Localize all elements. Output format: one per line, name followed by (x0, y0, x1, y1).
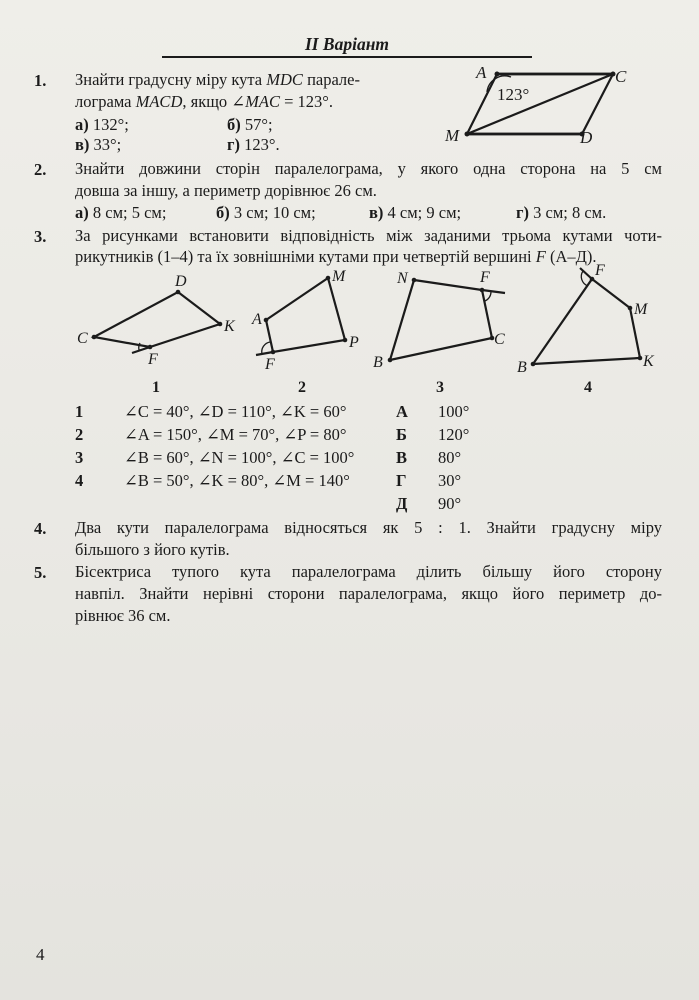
point-a (495, 72, 500, 77)
fig1-label-f: F (148, 351, 158, 368)
fig2-label-p: P (349, 334, 359, 351)
fig3-label-n: N (397, 270, 408, 287)
task2-line2: довша за іншу, а периметр дорівнює 26 см. (75, 181, 377, 200)
figure4-quadrilateral (533, 279, 640, 364)
row1-angles: ∠C = 40°, ∠D = 110°, ∠K = 60° (124, 402, 347, 421)
task1-parallelogram-figure (440, 62, 640, 146)
fig2-label-a: A (252, 311, 262, 328)
task1-line1: Знайти градусну міру кута MDC парале- (75, 70, 360, 89)
fig3-label-c: C (494, 331, 505, 348)
fig1-caption: 1 (152, 379, 160, 396)
fig3-caption: 3 (436, 379, 444, 396)
answer-b-letter: Б (396, 425, 407, 444)
fig1-label-k: K (224, 318, 235, 335)
task2-option-a: а) 8 см; 5 см; (75, 203, 167, 222)
task5-line1: Бісектриса тупого кута паралелограма ділить більшу його сторону (75, 562, 662, 581)
point-m (465, 132, 470, 137)
task3-number: 3. (34, 227, 47, 246)
figure2-extension (256, 352, 273, 355)
variant-title: II Варіант (304, 34, 390, 54)
answer-d-value: 30° (438, 471, 462, 490)
task5-number: 5. (34, 563, 47, 582)
fig2-label-m: M (332, 268, 346, 285)
fig3-label-b: B (373, 354, 383, 371)
task4-number: 4. (34, 519, 47, 538)
task2-option-d: г) 3 см; 8 см. (516, 203, 607, 222)
task2-option-c: в) 4 см; 9 см; (369, 203, 462, 222)
row3-number: 3 (75, 448, 84, 467)
task2-number: 2. (34, 160, 47, 179)
answer-e-letter: Д (396, 494, 408, 513)
figure3-quadrilateral (390, 280, 492, 360)
row2-angles: ∠A = 150°, ∠M = 70°, ∠P = 80° (124, 425, 347, 444)
task4-line1: Два кути паралелограма відносяться як 5 : 1. Знайти градусну міру (75, 518, 662, 537)
fig4-label-m: M (634, 301, 648, 318)
label-a: A (476, 63, 487, 82)
variant-header (162, 34, 532, 58)
answer-c-letter: В (396, 448, 408, 467)
task3-line1: За рисунками встановити відповідність між заданими трьома кутами чоти- (75, 226, 662, 245)
task2-line1: Знайти довжини сторін паралелограма, у якого одна сторона на 5 см (75, 159, 662, 178)
row4-angles: ∠B = 50°, ∠K = 80°, ∠M = 140° (124, 471, 350, 490)
figure3-extension (482, 290, 505, 293)
task5-line2: навпіл. Знайти нерівні сторони паралелограма, якщо його периметр до- (75, 584, 662, 603)
task3-figures (0, 262, 699, 402)
label-m: M (445, 126, 460, 145)
figure2-quadrilateral (266, 278, 345, 352)
task1-option-c: в) 33°; (75, 135, 122, 154)
answer-d-letter: Г (396, 471, 407, 490)
angle-label: 123° (497, 85, 530, 104)
label-c: C (615, 67, 627, 86)
answer-a-value: 100° (438, 402, 470, 421)
row4-number: 4 (75, 471, 84, 490)
task1-option-b: б) 57°; (227, 115, 273, 134)
fig4-label-b: B (517, 359, 527, 376)
task1-number: 1. (34, 71, 47, 90)
row2-number: 2 (75, 425, 84, 444)
fig1-label-c: C (77, 330, 88, 347)
row3-angles: ∠B = 60°, ∠N = 100°, ∠C = 100° (124, 448, 355, 467)
task1-option-a: а) 132°; (75, 115, 129, 134)
fig2-caption: 2 (298, 379, 306, 396)
task5-line3: рівнює 36 см. (75, 606, 171, 625)
task2-option-b: б) 3 см; 10 см; (216, 203, 316, 222)
fig4-label-f: F (595, 262, 605, 279)
answer-b-value: 120° (438, 425, 470, 444)
figure1-angle-arc (139, 343, 140, 350)
fig3-label-f: F (480, 269, 490, 286)
answer-a-letter: А (396, 402, 408, 421)
row1-number: 1 (75, 402, 84, 421)
task4-line2: більшого з його кутів. (75, 540, 230, 559)
fig4-label-k: K (643, 353, 654, 370)
task1-line2: лограма MACD, якщо ∠MAC = 123°. (75, 92, 333, 111)
figure3-angle-arc (485, 292, 491, 301)
answer-c-value: 80° (438, 448, 462, 467)
fig4-caption: 4 (584, 379, 592, 396)
answer-e-value: 90° (438, 494, 462, 513)
fig1-label-d: D (175, 273, 187, 290)
figure1-quadrilateral (94, 292, 220, 347)
diagonal-mc (467, 74, 613, 134)
page-number: 4 (36, 945, 45, 964)
task1-option-d: г) 123°. (227, 135, 280, 154)
fig2-label-f: F (265, 356, 275, 373)
label-d: D (580, 128, 593, 146)
task3-line2: рикутників (1–4) та їх зовнішніми кутами при четвертій вершині F (А–Д). (75, 247, 597, 266)
